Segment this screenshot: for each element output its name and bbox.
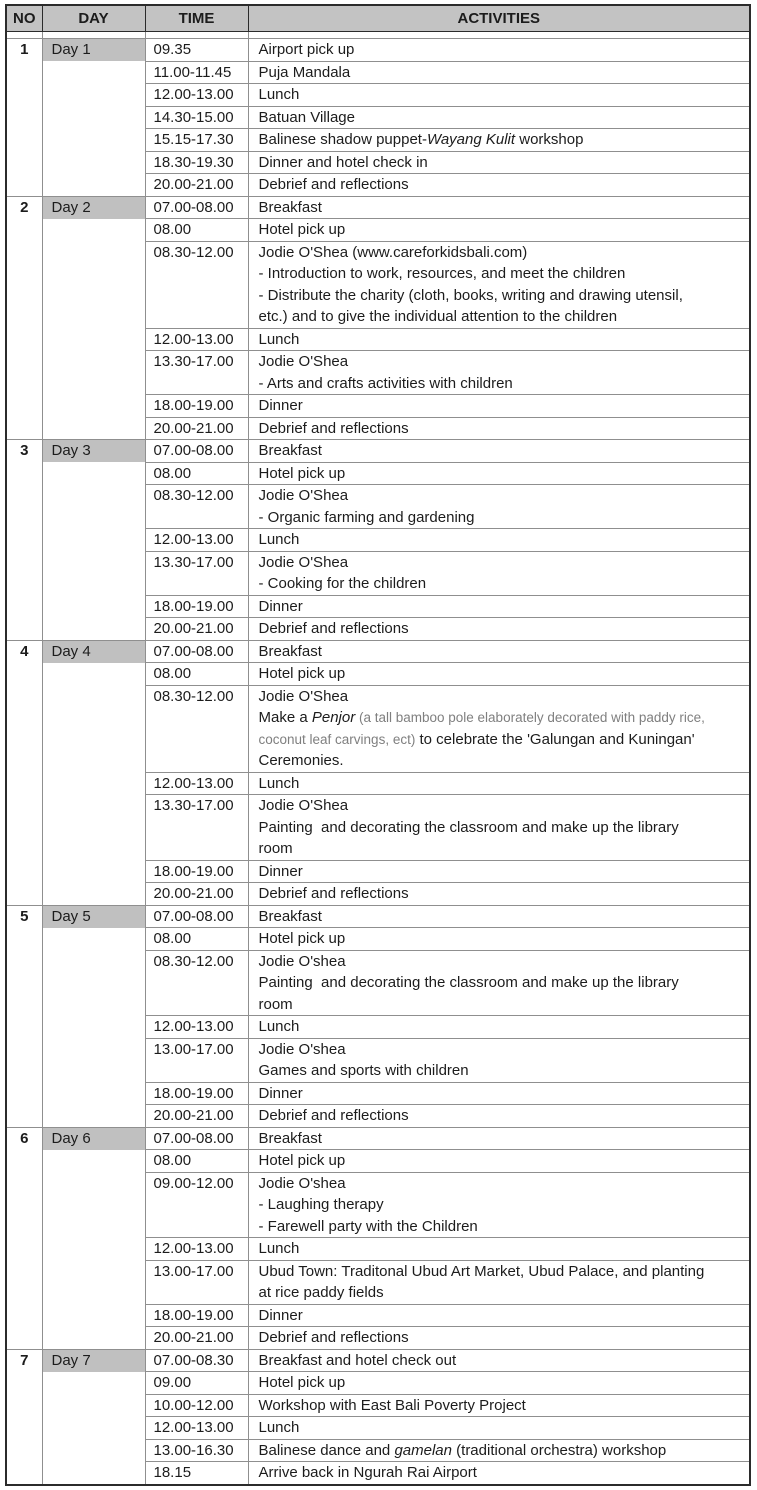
activity-text: Dinner (258, 862, 303, 880)
time-cell: 09.35 (145, 39, 248, 62)
time-cell: 08.30-12.00 (145, 685, 248, 772)
activity-text: Batuan Village (258, 108, 355, 126)
time-cell: 08.30-12.00 (145, 241, 248, 328)
table-row (6, 196, 750, 219)
day-label: Day 4 (43, 641, 145, 663)
activity-text: Jodie O'Shea (258, 797, 349, 814)
activity-line (259, 84, 744, 106)
activity-line (259, 1238, 744, 1260)
activity-line (259, 994, 744, 1016)
time-cell: 09.00-12.00 (145, 1172, 248, 1238)
column-header-no: NO (6, 5, 42, 32)
activity-cell (248, 1016, 750, 1039)
activity-text: Painting and decorating the classroom and make up the library (258, 818, 679, 836)
activity-cell (248, 529, 750, 552)
day-number-cell: 3 (6, 440, 42, 641)
time-cell: 13.00-17.00 (145, 1038, 248, 1082)
activity-cell (248, 417, 750, 440)
activity-line (259, 285, 744, 307)
activity-text: Jodie O'shea (258, 952, 346, 970)
activity-line (259, 750, 744, 772)
activity-line (259, 1194, 744, 1216)
activity-cell (248, 39, 750, 62)
time-cell: 15.15-17.30 (145, 129, 248, 152)
activity-text: etc.) and to give the individual attention to the children (258, 308, 618, 325)
activity-text: Balinese dance and (258, 1441, 395, 1459)
activity-line (259, 1083, 744, 1105)
activity-text: - Laughing therapy (258, 1196, 384, 1213)
activity-line (259, 641, 744, 663)
activity-line (259, 263, 744, 285)
time-cell: 09.00 (145, 1372, 248, 1395)
activity-line (259, 1128, 744, 1150)
activity-text: Dinner (258, 397, 303, 414)
activity-cell (248, 241, 750, 328)
activity-line (259, 107, 744, 129)
time-cell: 10.00-12.00 (145, 1394, 248, 1417)
time-cell: 12.00-13.00 (145, 328, 248, 351)
italic-text: gamelan (394, 1441, 452, 1459)
activity-line (259, 906, 744, 928)
activity-line (259, 1417, 744, 1439)
day-cell (42, 640, 145, 905)
time-cell: 14.30-15.00 (145, 106, 248, 129)
activity-line (259, 463, 744, 485)
activity-line (259, 1327, 744, 1349)
activity-cell (248, 129, 750, 152)
activity-text: Debrief and reflections (258, 1329, 409, 1346)
activity-cell (248, 462, 750, 485)
activity-cell (248, 1172, 750, 1238)
activity-cell (248, 860, 750, 883)
activity-line (259, 1305, 744, 1327)
header-row (6, 5, 750, 32)
activity-cell (248, 928, 750, 951)
activity-line (259, 795, 744, 817)
activity-cell (248, 219, 750, 242)
time-cell: 13.00-16.30 (145, 1439, 248, 1462)
time-cell: 07.00-08.30 (145, 1349, 248, 1372)
time-cell: 13.30-17.00 (145, 551, 248, 595)
time-cell: 08.00 (145, 663, 248, 686)
activity-cell (248, 351, 750, 395)
activity-line (259, 573, 744, 595)
spacer-cell (248, 32, 750, 39)
activity-text: Lunch (258, 1419, 300, 1436)
day-number-cell: 4 (6, 640, 42, 905)
column-header-day: DAY (42, 5, 145, 32)
activity-text: Dinner (258, 597, 303, 615)
activity-line (259, 197, 744, 219)
time-cell: 18.00-19.00 (145, 1082, 248, 1105)
time-cell: 13.30-17.00 (145, 795, 248, 861)
activity-line (259, 618, 744, 640)
spacer-cell (42, 32, 145, 39)
activity-text: Jodie O'Shea (www.careforkidsbali.com) (258, 243, 528, 261)
activity-cell (248, 618, 750, 641)
activity-line (259, 351, 744, 373)
activity-text: room (258, 995, 293, 1013)
day-label: Day 2 (43, 197, 145, 219)
activity-text: Ubud Town: Traditonal Ubud Art Market, Ubud Palace, and planting (258, 1262, 705, 1280)
table-row (6, 640, 750, 663)
activity-line (259, 1350, 744, 1372)
activity-text: Jodie O'shea (258, 1174, 346, 1192)
activity-cell (248, 485, 750, 529)
activity-line (259, 707, 744, 729)
activity-text: Dinner and hotel check in (258, 153, 428, 171)
activity-cell (248, 1127, 750, 1150)
activity-line (259, 1372, 744, 1394)
time-cell: 11.00-11.45 (145, 61, 248, 84)
activity-line (259, 1282, 744, 1304)
time-cell: 07.00-08.00 (145, 640, 248, 663)
activity-line (259, 440, 744, 462)
activity-cell (248, 1349, 750, 1372)
activity-cell (248, 1372, 750, 1395)
activity-line (259, 972, 744, 994)
time-cell: 12.00-13.00 (145, 1016, 248, 1039)
activity-cell (248, 1038, 750, 1082)
activity-line (259, 507, 744, 529)
day-label: Day 7 (43, 1350, 145, 1372)
activity-cell (248, 1462, 750, 1485)
day-number-cell: 1 (6, 39, 42, 197)
activity-text: Breakfast and hotel check out (258, 1351, 457, 1369)
activity-text: room (258, 840, 293, 857)
time-cell: 13.00-17.00 (145, 1260, 248, 1304)
activity-text: - Arts and crafts activities with children (258, 374, 513, 392)
activity-text: Breakfast (258, 642, 322, 660)
activity-line (259, 485, 744, 507)
time-cell: 08.00 (145, 462, 248, 485)
header-spacer-row (6, 32, 750, 39)
activity-text: - Organic farming and gardening (258, 508, 475, 526)
activity-text: Hotel pick up (258, 1374, 346, 1391)
activity-text: (traditional orchestra) workshop (451, 1441, 667, 1459)
activity-text: Debrief and reflections (258, 885, 409, 902)
day-cell (42, 440, 145, 641)
column-header-activities: ACTIVITIES (248, 5, 750, 32)
time-cell: 12.00-13.00 (145, 772, 248, 795)
spacer-cell (6, 32, 42, 39)
activity-text: Jodie O'Shea (258, 487, 349, 504)
activity-line (259, 395, 744, 417)
activity-line (259, 1261, 744, 1283)
activity-text: Hotel pick up (258, 930, 346, 947)
day-number-cell: 5 (6, 905, 42, 1127)
itinerary-table (5, 4, 751, 1486)
table-row (6, 1349, 750, 1372)
day-label: Day 3 (43, 440, 145, 462)
time-cell: 07.00-08.00 (145, 1127, 248, 1150)
column-header-time: TIME (145, 5, 248, 32)
activity-text: - Introduction to work, resources, and meet the children (258, 265, 626, 282)
activity-text: Debrief and reflections (258, 620, 409, 637)
activity-line (259, 817, 744, 839)
activity-line (259, 686, 744, 708)
activity-text: Jodie O'shea (258, 1040, 346, 1058)
time-cell: 20.00-21.00 (145, 883, 248, 906)
activity-text: Workshop with East Bali Poverty Project (258, 1396, 526, 1414)
time-cell: 20.00-21.00 (145, 1105, 248, 1128)
time-cell: 08.00 (145, 1150, 248, 1173)
activity-line (259, 373, 744, 395)
activity-line (259, 596, 744, 618)
time-cell: 18.00-19.00 (145, 1304, 248, 1327)
muted-text: (a tall bamboo pole elaborately decorated with paddy rice, (355, 710, 705, 725)
activity-cell (248, 595, 750, 618)
activity-text: Lunch (258, 1018, 300, 1035)
activity-cell (248, 174, 750, 197)
activity-line (259, 129, 744, 151)
spacer-cell (145, 32, 248, 39)
activity-line (259, 951, 744, 973)
activity-cell (248, 1260, 750, 1304)
activity-line (259, 1039, 744, 1061)
activity-line (259, 329, 744, 351)
activity-line (259, 1016, 744, 1038)
activity-cell (248, 328, 750, 351)
muted-text: coconut leaf carvings, ect) (258, 731, 416, 747)
activity-cell (248, 151, 750, 174)
activity-text: Hotel pick up (258, 1152, 346, 1169)
activity-cell (248, 1394, 750, 1417)
activity-cell (248, 685, 750, 772)
table-row (6, 39, 750, 62)
time-cell: 18.00-19.00 (145, 395, 248, 418)
italic-text: Wayang Kulit (426, 131, 516, 148)
activity-line (259, 1150, 744, 1172)
activity-text: - Cooking for the children (258, 575, 427, 592)
activity-text: - Farewell party with the Children (258, 1217, 478, 1235)
activity-line (259, 1105, 744, 1127)
activity-text: Dinner (258, 1306, 303, 1324)
activity-line (259, 663, 744, 685)
day-cell (42, 905, 145, 1127)
time-cell: 12.00-13.00 (145, 84, 248, 107)
activity-cell (248, 640, 750, 663)
activity-text: Airport pick up (258, 41, 355, 58)
table-row (6, 440, 750, 463)
activity-cell (248, 61, 750, 84)
activity-cell (248, 1439, 750, 1462)
activity-cell (248, 1327, 750, 1350)
activity-cell (248, 1105, 750, 1128)
activity-text: Lunch (258, 330, 300, 348)
activity-text: Hotel pick up (258, 221, 346, 238)
activity-line (259, 62, 744, 84)
activity-cell (248, 551, 750, 595)
activity-cell (248, 196, 750, 219)
activity-text: - Distribute the charity (cloth, books, writing and drawing utensil, (258, 286, 683, 304)
activity-text: Jodie O'Shea (258, 553, 349, 571)
activity-line (259, 1440, 744, 1462)
time-cell: 08.00 (145, 219, 248, 242)
time-cell: 08.30-12.00 (145, 950, 248, 1016)
day-label: Day 6 (43, 1128, 145, 1150)
activity-text: Painting and decorating the classroom and make up the library (258, 974, 679, 991)
activity-text: Dinner (258, 1084, 303, 1102)
activity-line (259, 1173, 744, 1195)
day-cell (42, 1127, 145, 1349)
time-cell: 07.00-08.00 (145, 440, 248, 463)
day-number-cell: 6 (6, 1127, 42, 1349)
day-number-cell: 7 (6, 1349, 42, 1485)
activity-cell (248, 440, 750, 463)
time-cell: 08.30-12.00 (145, 485, 248, 529)
activity-line (259, 174, 744, 196)
activity-text: Lunch (258, 1240, 300, 1257)
activity-text: Jodie O'Shea (258, 353, 349, 370)
time-cell: 12.00-13.00 (145, 1238, 248, 1261)
activity-line (259, 1462, 744, 1484)
italic-text: Penjor (311, 709, 356, 726)
activity-text: Breakfast (258, 442, 322, 459)
activity-line (259, 1216, 744, 1238)
day-cell (42, 1349, 145, 1485)
time-cell: 18.30-19.30 (145, 151, 248, 174)
activity-text: Balinese shadow puppet- (258, 131, 427, 148)
activity-line (259, 861, 744, 883)
activity-line (259, 39, 744, 61)
activity-line (259, 838, 744, 860)
schedule-body (6, 39, 750, 1485)
activity-text: Breakfast (258, 907, 322, 925)
activity-text: Breakfast (258, 1129, 322, 1147)
activity-cell (248, 1238, 750, 1261)
activity-cell (248, 663, 750, 686)
activity-text: to celebrate the 'Galungan and Kuningan' (415, 730, 695, 748)
time-cell: 07.00-08.00 (145, 196, 248, 219)
time-cell: 20.00-21.00 (145, 174, 248, 197)
activity-line (259, 418, 744, 440)
activity-text: Debrief and reflections (258, 1107, 409, 1124)
activity-cell (248, 1304, 750, 1327)
activity-text: Lunch (258, 86, 300, 103)
table-row (6, 905, 750, 928)
time-cell: 20.00-21.00 (145, 417, 248, 440)
activity-line (259, 1060, 744, 1082)
activity-text: Debrief and reflections (258, 419, 409, 437)
activity-line (259, 152, 744, 174)
activity-text: at rice paddy fields (258, 1284, 384, 1301)
activity-cell (248, 1417, 750, 1440)
activity-text: Arrive back in Ngurah Rai Airport (258, 1464, 477, 1481)
activity-text: Ceremonies. (258, 752, 344, 769)
time-cell: 07.00-08.00 (145, 905, 248, 928)
activity-text: Debrief and reflections (258, 176, 409, 193)
time-cell: 20.00-21.00 (145, 1327, 248, 1350)
activity-cell (248, 950, 750, 1016)
day-label: Day 5 (43, 906, 145, 928)
day-label: Day 1 (43, 39, 145, 61)
time-cell: 12.00-13.00 (145, 529, 248, 552)
activity-line (259, 1395, 744, 1417)
activity-cell (248, 1082, 750, 1105)
time-cell: 18.00-19.00 (145, 595, 248, 618)
activity-text: Games and sports with children (258, 1062, 469, 1079)
activity-text: Lunch (258, 774, 300, 792)
activity-cell (248, 395, 750, 418)
day-cell (42, 196, 145, 440)
activity-line (259, 529, 744, 551)
activity-cell (248, 772, 750, 795)
activity-text: Hotel pick up (258, 665, 346, 682)
time-cell: 18.00-19.00 (145, 860, 248, 883)
activity-line (259, 242, 744, 264)
activity-line (259, 883, 744, 905)
activity-cell (248, 106, 750, 129)
time-cell: 13.30-17.00 (145, 351, 248, 395)
time-cell: 12.00-13.00 (145, 1417, 248, 1440)
time-cell: 08.00 (145, 928, 248, 951)
activity-text: Jodie O'Shea (258, 687, 349, 705)
activity-cell (248, 883, 750, 906)
activity-line (259, 552, 744, 574)
activity-line (259, 928, 744, 950)
activity-text: Puja Mandala (258, 63, 351, 81)
activity-text: Breakfast (258, 198, 322, 216)
table-row (6, 1127, 750, 1150)
activity-cell (248, 905, 750, 928)
day-cell (42, 39, 145, 197)
activity-line (259, 219, 744, 241)
activity-cell (248, 1150, 750, 1173)
activity-text: Lunch (258, 531, 300, 548)
activity-line (259, 773, 744, 795)
activity-text: Hotel pick up (258, 464, 346, 482)
activity-text: workshop (515, 131, 584, 148)
activity-line (259, 306, 744, 328)
activity-cell (248, 795, 750, 861)
time-cell: 18.15 (145, 1462, 248, 1485)
activity-cell (248, 84, 750, 107)
activity-text: Make a (258, 709, 312, 726)
day-number-cell: 2 (6, 196, 42, 440)
time-cell: 20.00-21.00 (145, 618, 248, 641)
activity-line (259, 729, 744, 751)
